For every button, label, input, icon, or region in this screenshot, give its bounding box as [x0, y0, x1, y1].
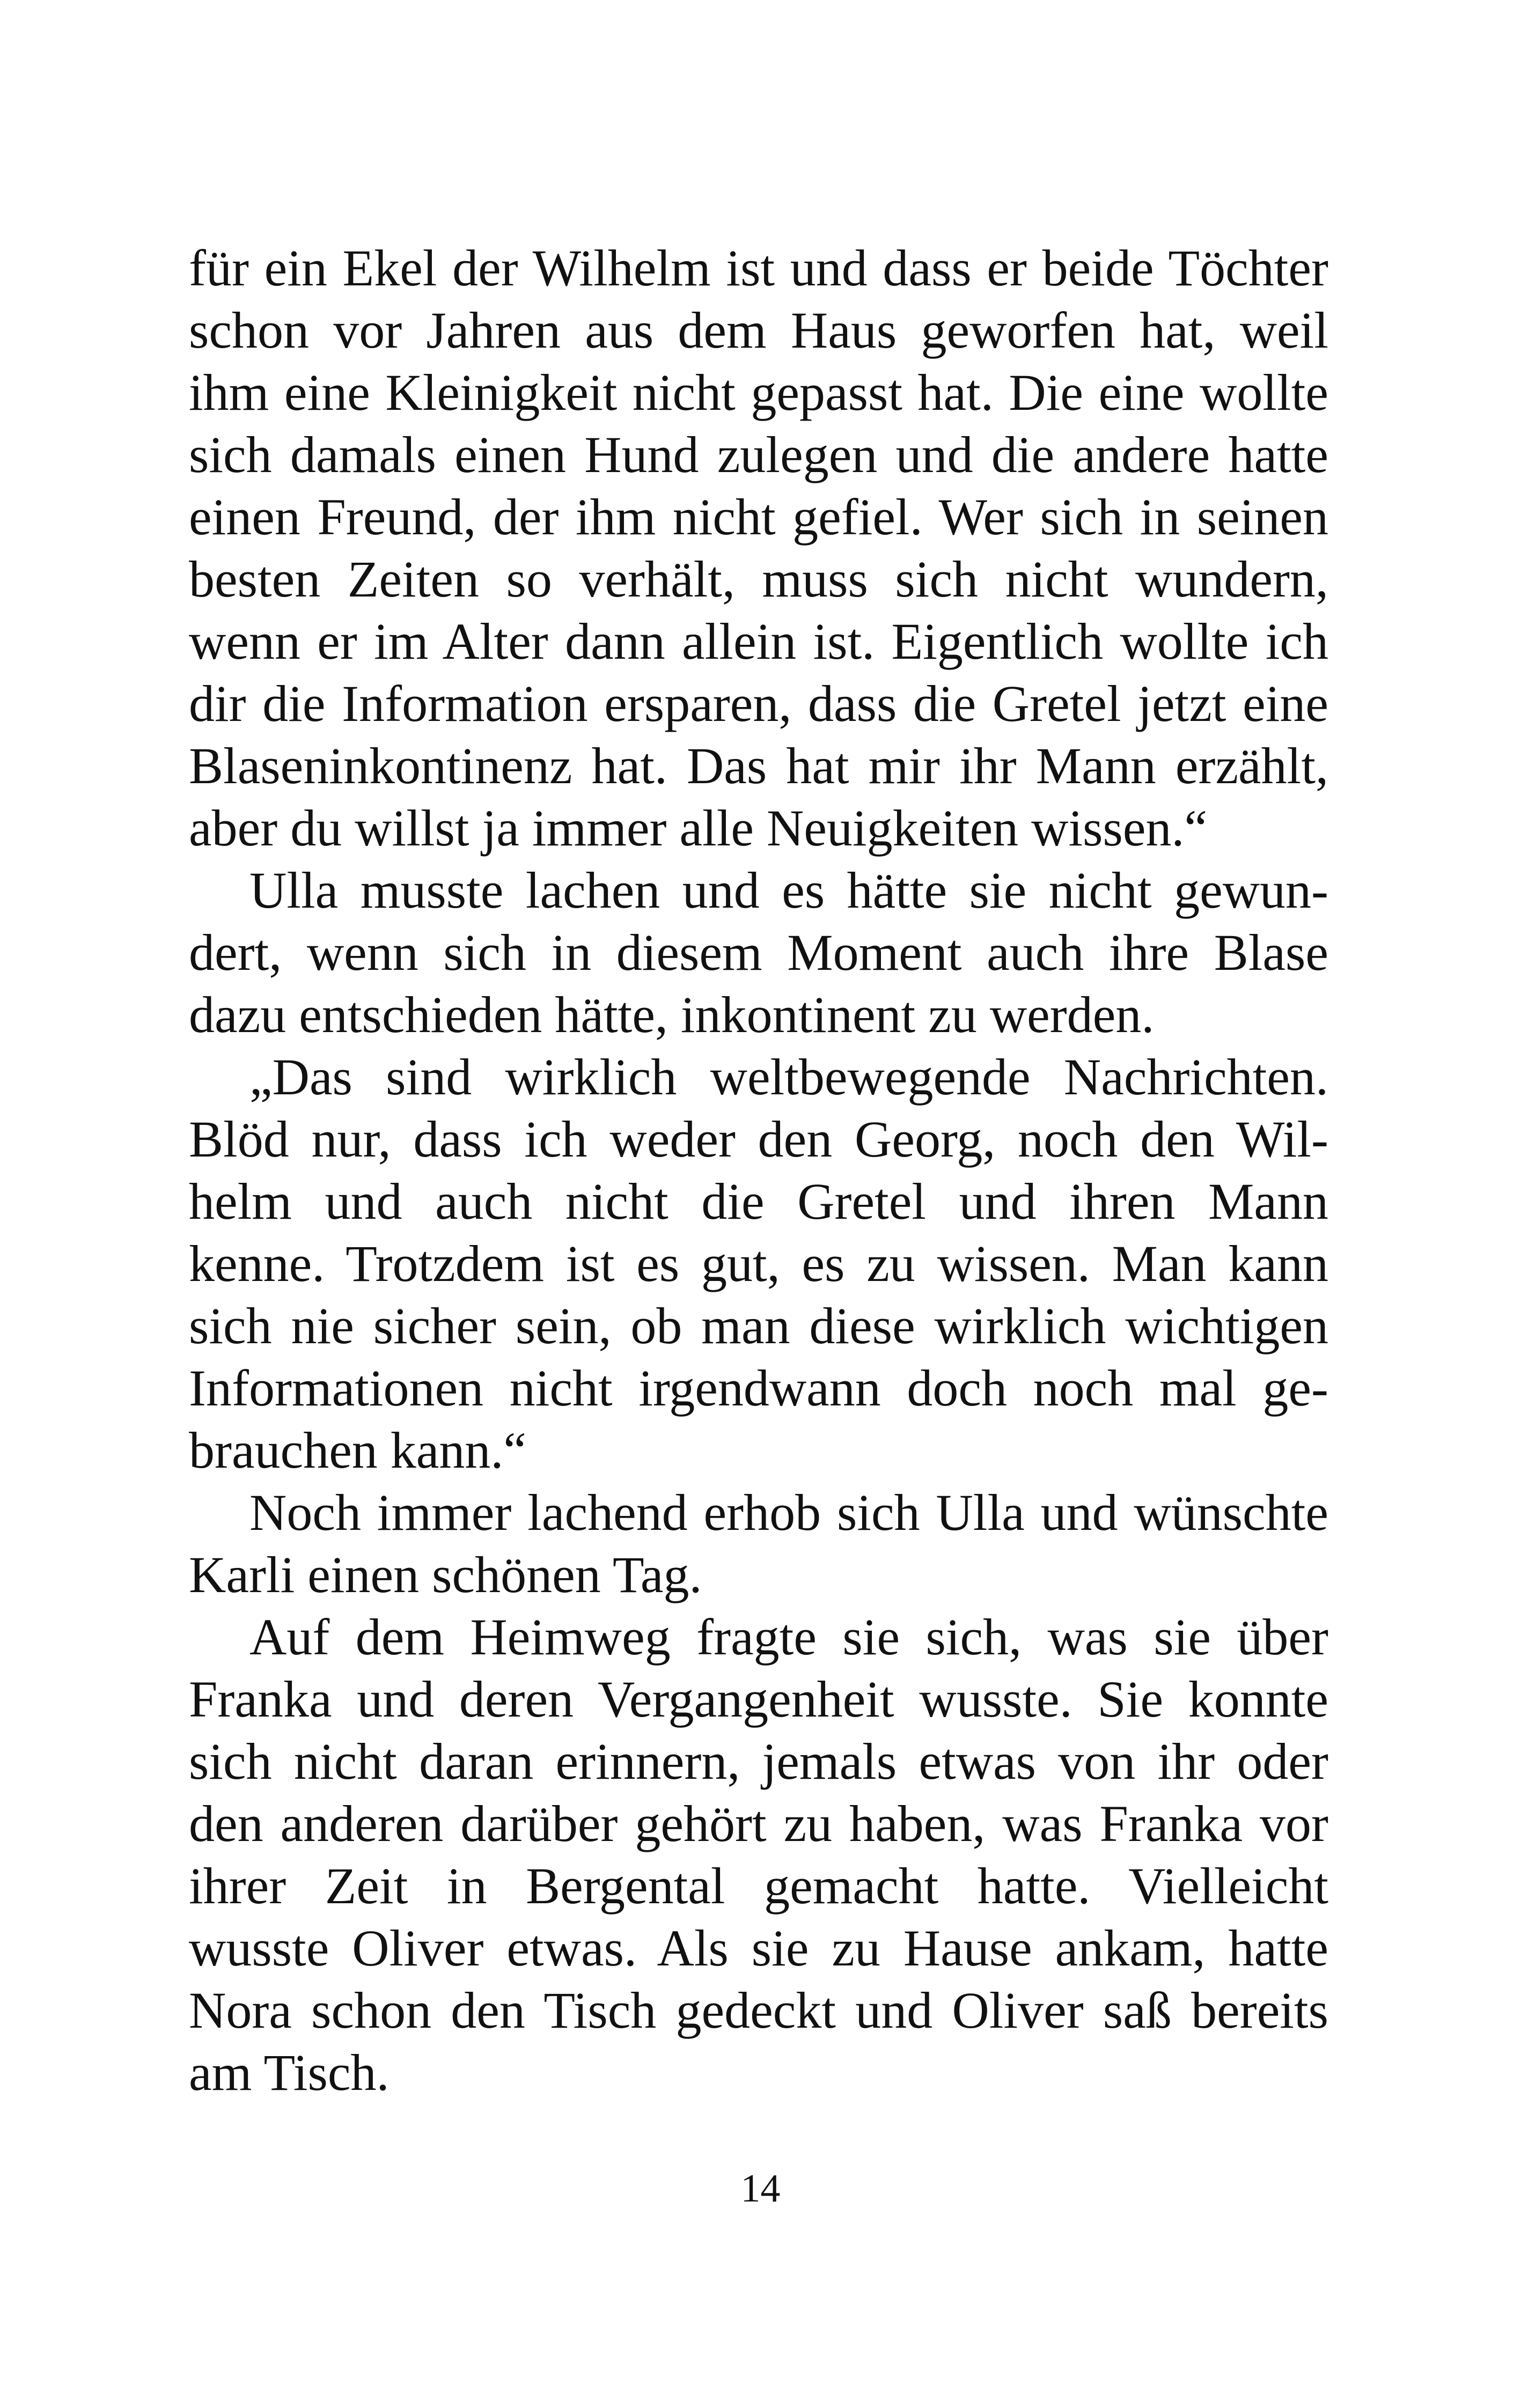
page-number: 14 [740, 2167, 781, 2211]
text-line: dir die Information ersparen, dass die Gretel jetzt eine [189, 675, 1328, 732]
text-line: einen Freund, der ihm nicht gefiel. Wer sich in seinen [189, 488, 1328, 546]
text-line: Karli einen schönen Tag. [189, 1546, 702, 1603]
text-line: ihrer Zeit in Bergental gemacht hatte. Vielleicht [189, 1857, 1328, 1914]
text-line: schon vor Jahren aus dem Haus geworfen hat, weil [189, 301, 1328, 359]
text-line: besten Zeiten so verhält, muss sich nicht wundern, [189, 550, 1328, 608]
text-line: den anderen darüber gehört zu haben, was Franka vor [189, 1795, 1328, 1852]
text-line: Noch immer lachend erhob sich Ulla und wünschte [249, 1484, 1328, 1541]
text-line: „Das sind wirklich weltbewegende Nachrichten. [249, 1048, 1328, 1106]
text-line: kenne. Trotzdem ist es gut, es zu wissen. Man kann [189, 1235, 1328, 1292]
text-line: wusste Oliver etwas. Als sie zu Hause ankam, hatte [189, 1919, 1328, 1977]
text-line: Auf dem Heimweg fragte sie sich, was sie über [249, 1608, 1328, 1666]
text-line: Nora schon den Tisch gedeckt und Oliver saß bereits [189, 1982, 1328, 2039]
text-line: dert, wenn sich in diesem Moment auch ihre Blase [189, 924, 1328, 981]
text-line: aber du willst ja immer alle Neuigkeiten wissen.“ [189, 799, 1208, 857]
text-line: Ulla musste lachen und es hätte sie nicht gewun- [249, 861, 1328, 919]
text-line: dazu entschieden hätte, inkontinent zu werden. [189, 986, 1155, 1043]
text-line: Blöd nur, dass ich weder den Georg, noch den Wil- [189, 1110, 1328, 1168]
text-line: sich nie sicher sein, ob man diese wirklich wichtigen [189, 1297, 1328, 1354]
text-line: sich damals einen Hund zulegen und die andere hatte [189, 426, 1328, 483]
text-line: für ein Ekel der Wilhelm ist und dass er beide Töchter [189, 239, 1328, 297]
text-line: ihm eine Kleinigkeit nicht gepasst hat. Die eine wollte [189, 364, 1328, 421]
text-line: sich nicht daran erinnern, jemals etwas von ihr oder [189, 1733, 1328, 1790]
text-line: helm und auch nicht die Gretel und ihren Mann [189, 1173, 1328, 1230]
text-line: brauchen kann.“ [189, 1422, 527, 1479]
text-line: Franka und deren Vergangenheit wusste. Sie konnte [189, 1670, 1328, 1728]
text-line: wenn er im Alter dann allein ist. Eigentlich wollte ich [189, 613, 1328, 670]
text-line: Blaseninkontinenz hat. Das hat mir ihr Mann erzählt, [189, 737, 1328, 794]
text-line: am Tisch. [189, 2044, 390, 2101]
text-line: Informationen nicht irgendwann doch noch mal ge- [189, 1359, 1328, 1417]
